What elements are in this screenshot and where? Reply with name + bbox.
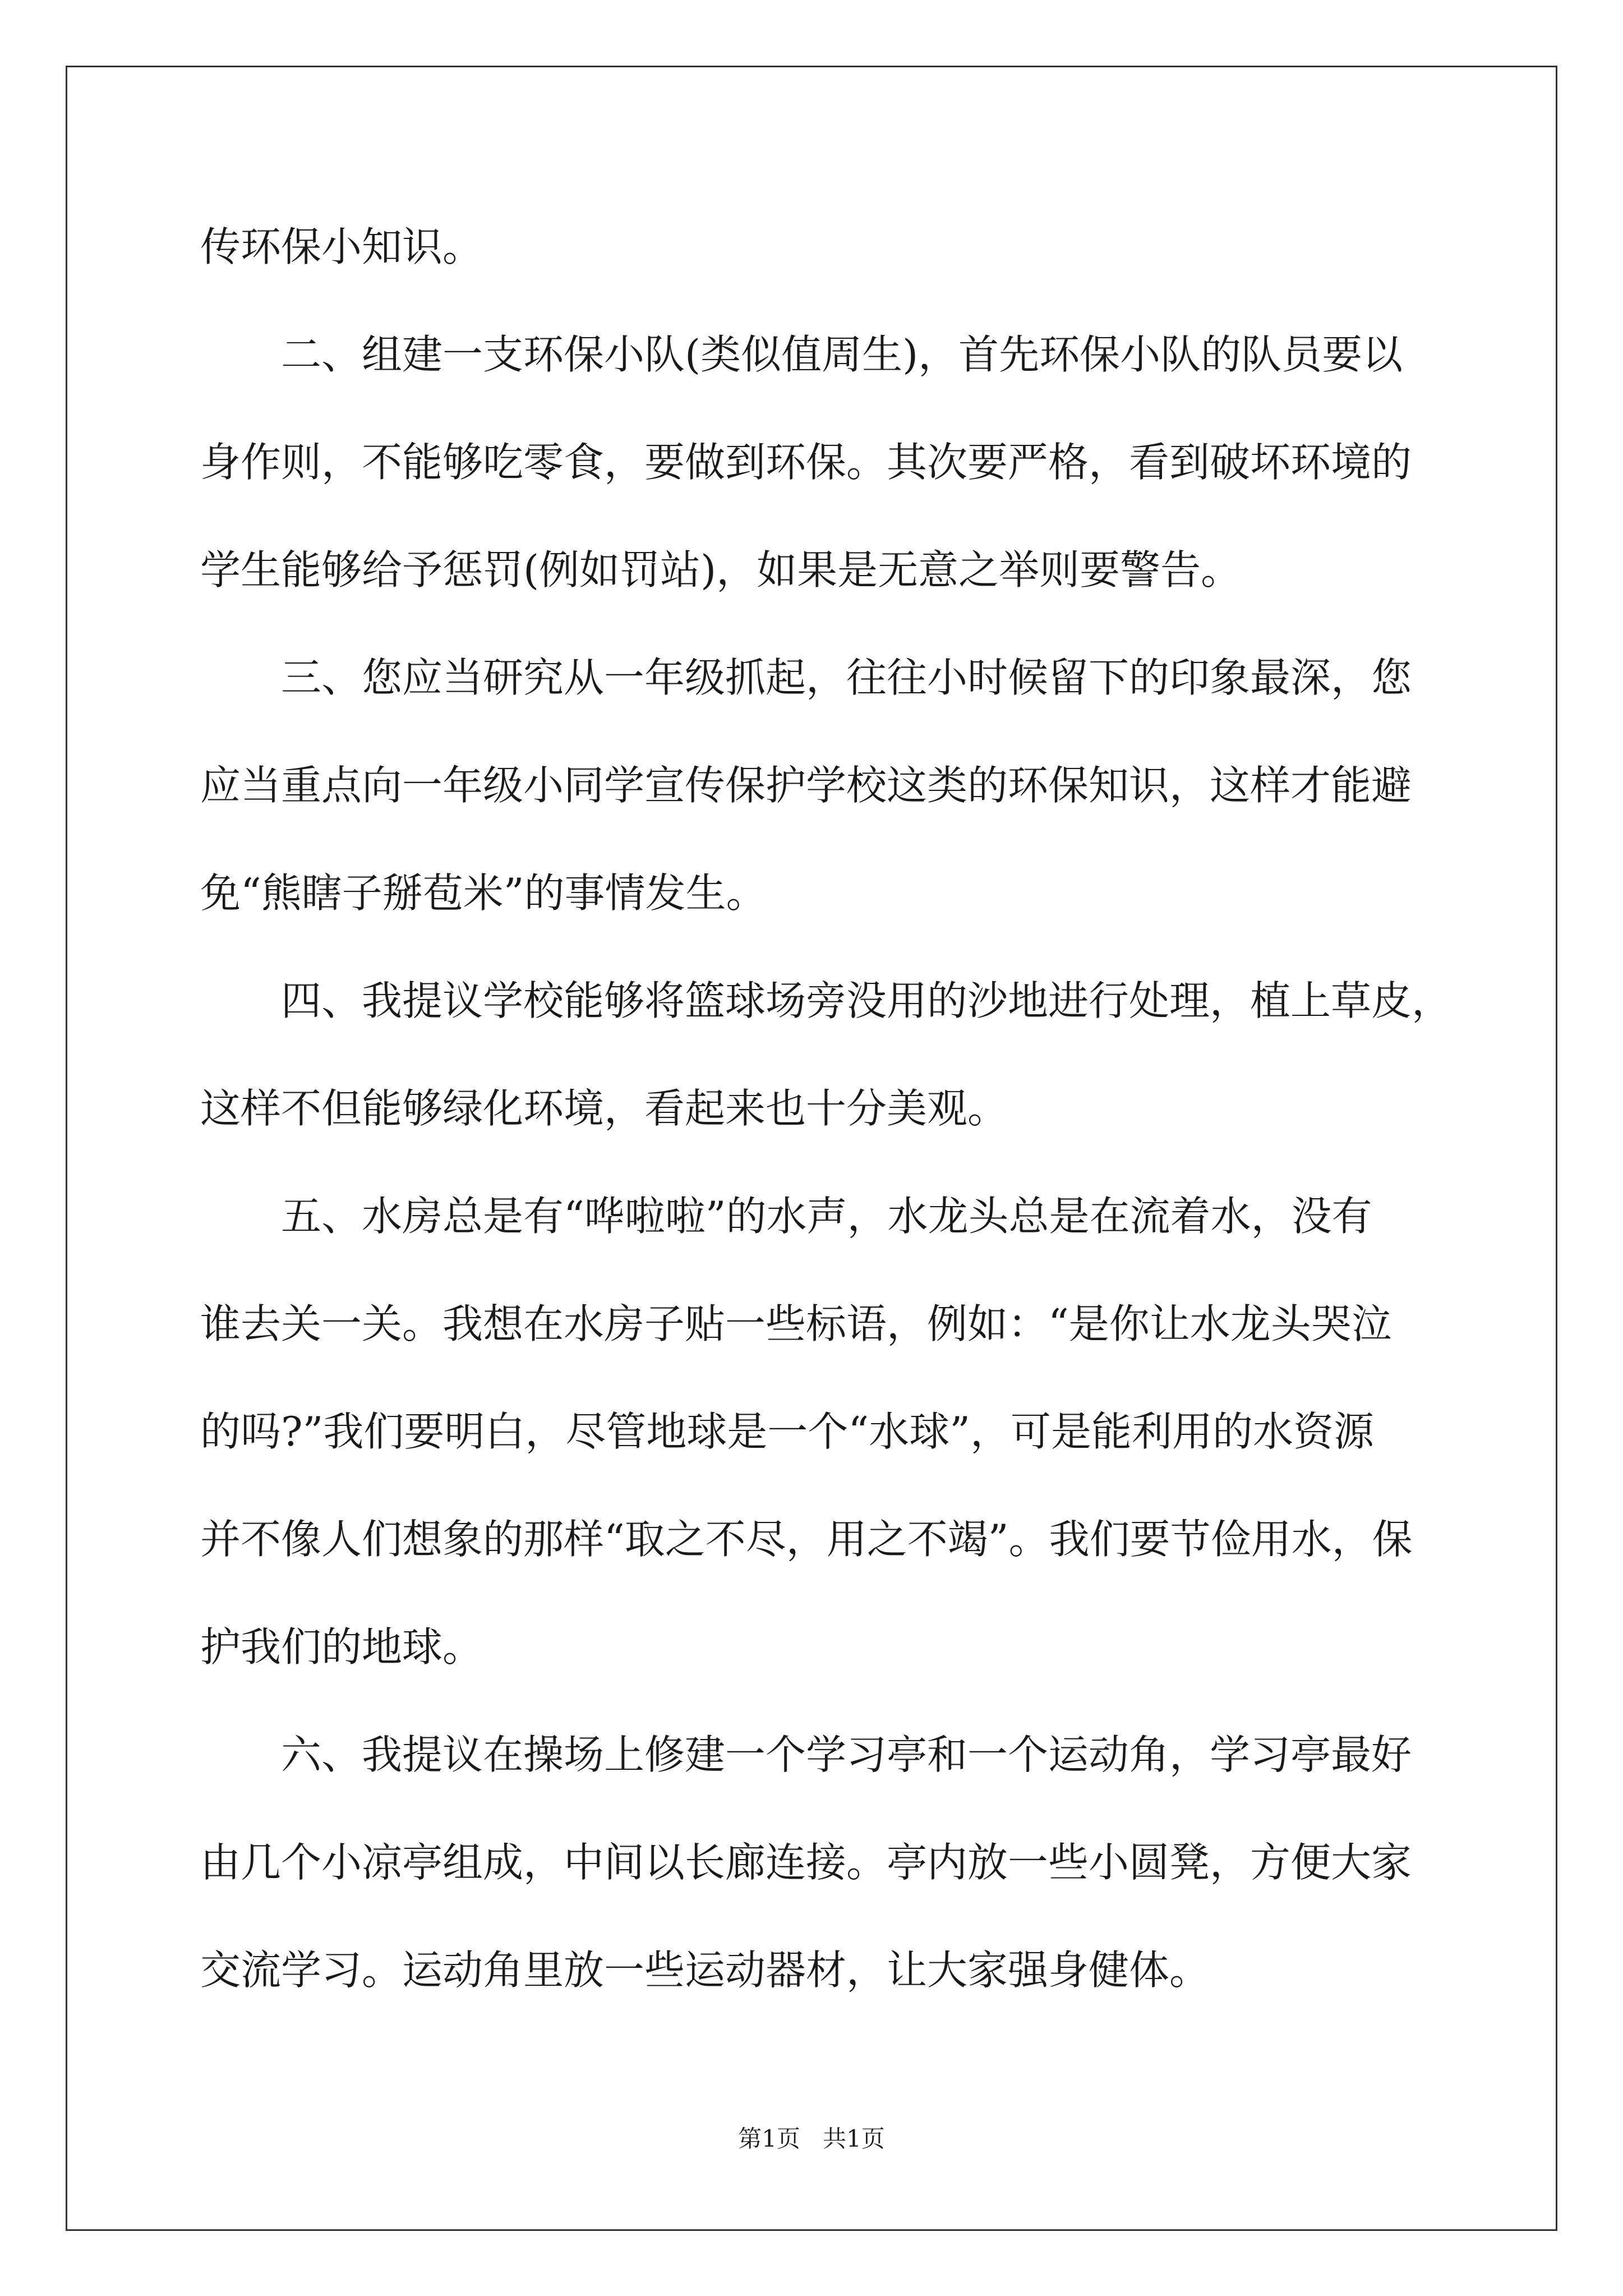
text-line: 传环保小知识。 bbox=[200, 223, 483, 270]
text-line: 四、我提议学校能够将篮球场旁没用的沙地进行处理，植上草皮， bbox=[200, 977, 1453, 1024]
text-line: 并不像人们想象的那样“取之不尽，用之不竭”。我们要节俭用水，保 bbox=[200, 1516, 1413, 1563]
text-line: 免“熊瞎子掰苞米”的事情发生。 bbox=[200, 869, 767, 917]
text-line: 交流学习。运动角里放一些运动器材，让大家强身健体。 bbox=[200, 1947, 1210, 1994]
text-line: 护我们的地球。 bbox=[200, 1623, 483, 1671]
text-line: 六、我提议在操场上修建一个学习亭和一个运动角，学习亭最好 bbox=[200, 1731, 1412, 1778]
text-line: 五、水房总是有“哗啦啦”的水声，水龙头总是在流着水，没有 bbox=[200, 1193, 1372, 1240]
text-line: 谁去关一关。我想在水房子贴一些标语，例如：“是你让水龙头哭泣 bbox=[200, 1300, 1392, 1347]
text-line: 身作则，不能够吃零食，要做到环保。其次要严格，看到破坏环境的 bbox=[200, 439, 1412, 486]
text-line: 二、组建一支环保小队(类似值周生)，首先环保小队的队员要以 bbox=[200, 331, 1403, 378]
text-line: 学生能够给予惩罚(例如罚站)，如果是无意之举则要警告。 bbox=[200, 546, 1242, 593]
page-total: 共1页 bbox=[823, 2125, 885, 2152]
page-number: 第1页 bbox=[738, 2125, 800, 2152]
page-footer bbox=[0, 2122, 1623, 2156]
text-line: 三、您应当研究从一年级抓起，往往小时候留下的印象最深，您 bbox=[200, 654, 1412, 701]
page-border bbox=[66, 66, 1557, 2231]
text-line: 的吗?”我们要明白，尽管地球是一个“水球”，可是能利用的水资源 bbox=[200, 1408, 1375, 1455]
text-line: 应当重点向一年级小同学宣传保护学校这类的环保知识，这样才能避 bbox=[200, 762, 1412, 809]
text-line: 这样不但能够绿化环境，看起来也十分美观。 bbox=[200, 1085, 1008, 1132]
text-line: 由几个小凉亭组成，中间以长廊连接。亭内放一些小圆凳，方便大家 bbox=[200, 1839, 1412, 1886]
